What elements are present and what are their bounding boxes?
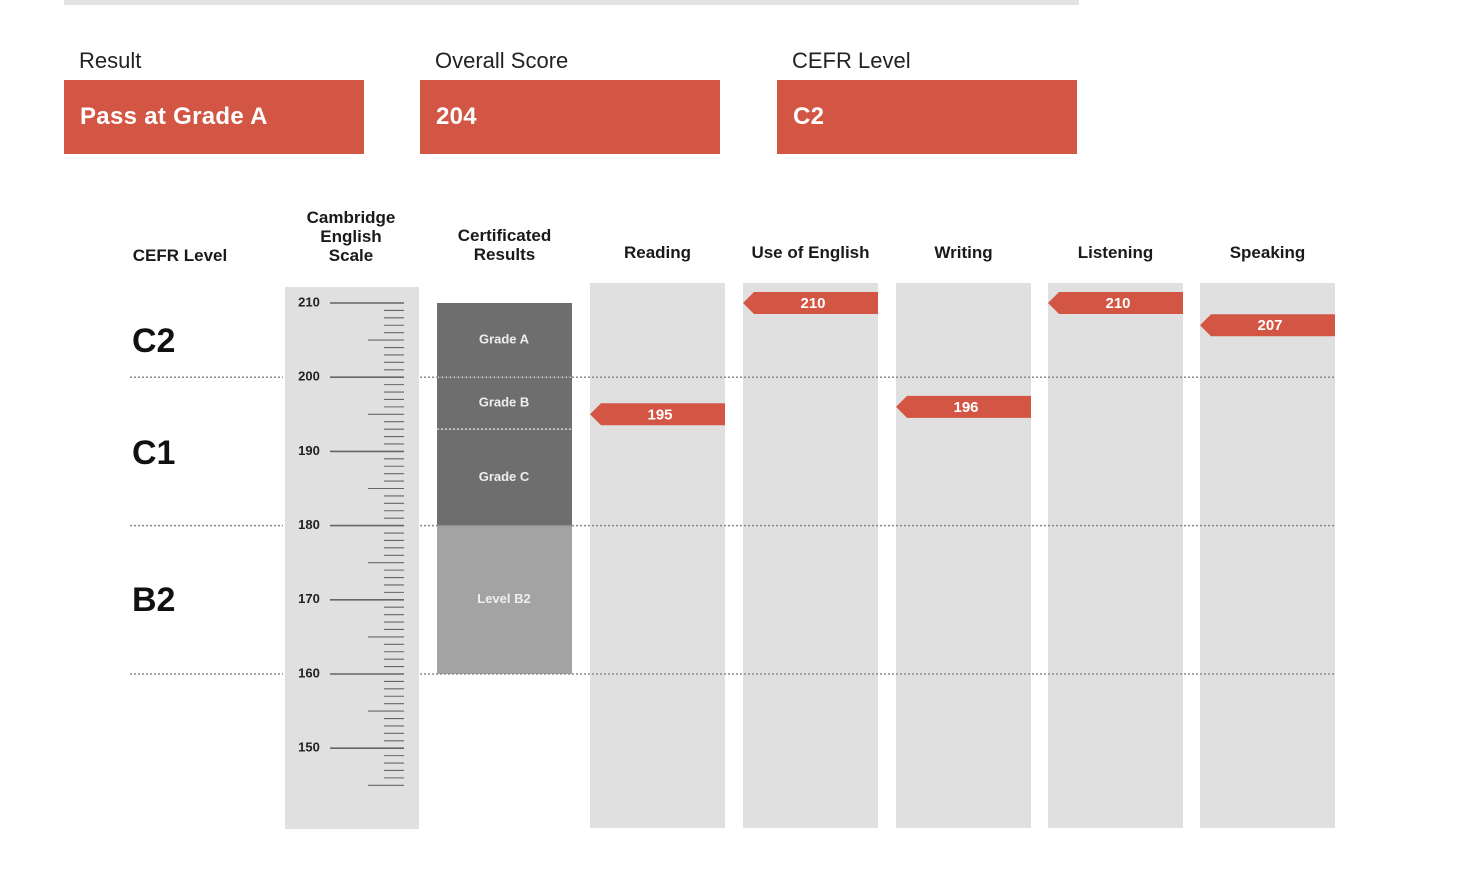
- speaking-column-header: Speaking: [1229, 243, 1306, 262]
- use-of-english-column-header: Use of English: [751, 243, 870, 262]
- certificated-band-label: Grade C: [478, 468, 530, 484]
- overall-score-value: 204: [436, 103, 477, 130]
- scale-tick-label: 160: [298, 665, 320, 681]
- cefr-level-value: C2: [793, 103, 825, 130]
- scale-header-line-2: English: [320, 227, 382, 246]
- scale-tick-label: 180: [298, 517, 320, 533]
- listening-score-value: 210: [1105, 294, 1131, 312]
- subject-column-bg: [743, 283, 878, 828]
- listening-column-header: Listening: [1077, 243, 1154, 262]
- cefr-level-b2: B2: [132, 581, 176, 619]
- certificated-header-line-2: Results: [473, 245, 536, 264]
- use-of-english-score-value: 210: [800, 294, 826, 312]
- reading-score-value: 195: [647, 406, 673, 424]
- certificated-band-label: Grade A: [478, 331, 530, 347]
- writing-column-header: Writing: [934, 243, 993, 262]
- overall-score-label: Overall Score: [435, 48, 569, 73]
- result-value: Pass at Grade A: [80, 103, 268, 130]
- scale-tick-label: 200: [298, 368, 320, 384]
- cefr-level-c1: C1: [132, 434, 176, 472]
- scale-tick-label: 210: [298, 294, 320, 310]
- result-label: Result: [79, 48, 142, 73]
- reading-column-header: Reading: [623, 243, 692, 262]
- scale-tick-label: 170: [298, 591, 320, 607]
- certificated-band-label: Level B2: [477, 591, 531, 607]
- subject-column-bg: [590, 283, 725, 828]
- cefr-level-label: CEFR Level: [792, 48, 911, 73]
- cefr-level-c2: C2: [132, 322, 176, 360]
- certificated-header-line-1: Certificated: [457, 226, 552, 245]
- scale-tick-label: 150: [298, 739, 320, 755]
- subject-column-bg: [1048, 283, 1183, 828]
- scale-header-line-3: Scale: [328, 246, 374, 265]
- scale-tick-label: 190: [298, 442, 320, 458]
- subject-column-bg: [1200, 283, 1335, 828]
- certificated-band-label: Grade B: [478, 394, 530, 410]
- scale-header-line-1: Cambridge: [306, 208, 396, 227]
- cefr-column-header: CEFR Level: [132, 246, 228, 265]
- subject-column-bg: [896, 283, 1031, 828]
- speaking-score-value: 207: [1257, 317, 1283, 335]
- writing-score-value: 196: [953, 398, 979, 416]
